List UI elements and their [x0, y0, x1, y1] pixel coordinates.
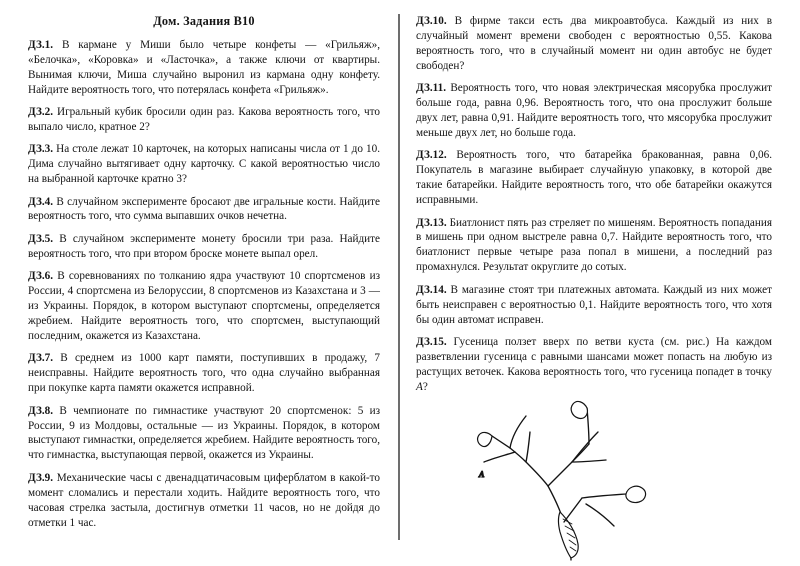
branch-right-upper-twig: [572, 432, 598, 462]
problem-text: В случайном эксперименте монету бросили три раза. Найдите вероятность того, что при втором броске монете выпал орел.: [28, 232, 381, 260]
problem-dz5: [28, 232, 380, 262]
problem-text: На столе лежат 10 карточек, на которых написаны числа от 1 до 10. Дима случайно вытягивает одну карточку. С какой вероятностью число на выбранной карточке кратно 3?: [28, 143, 380, 186]
problem-text: Биатлонист пять раз стреляет по мишеням. Вероятность попадания в мишень при одном выстреле равна 0,7. Найдите вероятность того, что биатлонист первые четыре раза попал в мишени, а последний раз промахнулся. Результат округлите до сотых.: [416, 216, 772, 274]
problem-dz3: [28, 142, 380, 187]
problem-dz13: [416, 216, 772, 276]
right-column: [416, 14, 772, 395]
problem-text-end: ?: [422, 380, 428, 393]
problem-dz6: [28, 269, 380, 344]
problem-text: В фирме такси есть два микроавтобуса. Каждый из них в случайный момент времени свободен с вероятностью 0,55. Какова вероятность того, что в случайный момент ни один автобус не будет свободен?: [416, 15, 772, 72]
problem-dz7: [28, 351, 380, 396]
problem-number: ДЗ.8.: [28, 404, 54, 417]
problem-number: ДЗ.4.: [28, 195, 54, 208]
problem-text: В чемпионате по гимнастике участвуют 20 спортсменок: 5 из России, 9 из Молдовы, остальные — из Украины. Порядок, в котором выступают гимнастки, определяется жребием. Найдите вероятность того, что гимнастка, выступающая первой, окажется из Украины.: [28, 404, 380, 462]
problem-dz12: [416, 148, 772, 208]
leaf-icon-left: [478, 432, 492, 446]
problem-dz10: [416, 14, 772, 74]
problem-text: Вероятность того, что новая электрическая мясорубка прослужит больше года, равна 0,96. Вероятность того, что она прослужит больше двух лет, равна 0,91. Найдите вероятность того, что мясорубка прослужит меньше двух лет, но больше года.: [416, 82, 772, 139]
branch-lower-right-horizontal: [582, 494, 626, 498]
branch-to-point-a: [484, 452, 515, 462]
problem-number: ДЗ.7.: [28, 352, 54, 365]
problem-point-label: A: [416, 380, 423, 393]
problem-dz2: [28, 105, 380, 135]
problem-number: ДЗ.11.: [416, 82, 447, 95]
branch-left-upper-twig: [526, 432, 530, 462]
problem-text: Вероятность того, что батарейка бракованная, равна 0,06. Покупатель в магазине выбирает случайную упаковку, в которой две такие батарейки. Найдите вероятность того, что обе батарейки окажутся исправными.: [416, 149, 772, 207]
problem-text: В магазине стоят три платежных автомата. Каждый из них может быть неисправен с вероятностью 0,1. Найдите вероятность того, что хотя бы один автомат исправен.: [416, 283, 772, 326]
problem-number: ДЗ.9.: [28, 471, 54, 484]
problem-dz1: [28, 38, 380, 98]
branch-left-tip-twig: [510, 416, 526, 448]
problem-text: Игральный кубик бросили один раз. Какова вероятность того, что выпало число, кратное 2?: [28, 105, 381, 133]
problem-number: ДЗ.1.: [28, 38, 54, 51]
branch-lower-right: [564, 498, 582, 522]
problem-number: ДЗ.3.: [28, 143, 54, 156]
problem-dz9: [28, 471, 380, 531]
problem-dz4: [28, 195, 380, 225]
point-a-label: A: [479, 470, 484, 479]
problem-text: Механические часы с двенадцатичасовым циферблатом в какой-то момент сломались и перестали ходить. Найдите вероятность того, что часовая стрелка застыла, достигнув отметки 11 часов, но не дойдя до отметки 1 час.: [28, 471, 380, 529]
branch-left-leaf-stem: [492, 436, 510, 448]
problem-number: ДЗ.14.: [416, 283, 447, 296]
bush-diagram-svg: [468, 382, 698, 564]
problem-text: В кармане у Миши было четыре конфеты — «Грильяж», «Белочка», «Коровка» и «Ласточка», а также ключи от квартиры. Вынимая ключи, Миша случайно выронил из кармана одну конфету. Найдите вероятность того, что потерялась конфета «Грильяж».: [28, 38, 380, 96]
left-column: [28, 14, 380, 530]
problem-text: В соревнованиях по толканию ядра участвуют 10 спортсменов из России, 4 спортсмена из Белоруссии, 8 спортсменов из Казахстана и 3 — из Украины. Порядок, в котором выступают спортсмены, определяется жребием. Найдите вероятность того, что спортсмен, выступающий последним, окажется из Казахстана.: [28, 270, 380, 342]
branch-right-horizontal-twig: [572, 460, 606, 462]
problem-text: В случайном эксперименте бросают две игральные кости. Найдите вероятность того, что сумма выпавших очков нечетна.: [28, 195, 381, 223]
branch-right-main: [548, 444, 589, 486]
problem-number: ДЗ.2.: [28, 105, 54, 118]
leaf-icon-top: [571, 401, 587, 418]
problem-number: ДЗ.13.: [416, 216, 447, 229]
problem-dz8: [28, 404, 380, 464]
problem-dz14: [416, 283, 772, 328]
column-divider: [398, 14, 400, 540]
branch-lower-right-down-twig: [586, 504, 614, 526]
problem-number: ДЗ.12.: [416, 149, 447, 162]
caterpillar-icon: [559, 512, 579, 558]
page-title: Дом. Задания B10: [153, 14, 255, 28]
problem-number: ДЗ.6.: [28, 270, 54, 283]
leaf-icon-right: [626, 486, 646, 502]
problem-text: В среднем из 1000 карт памяти, поступивших в продажу, 7 неисправны. Найдите вероятность того, что одна случайно выбранная при покупке карта памяти окажется исправной.: [28, 352, 380, 395]
bush-branch-diagram: [468, 382, 698, 564]
problem-text: Гусеница ползет вверх по ветви куста (см. рис.) На каждом разветвлении гусеница с равными шансами может попасть на любую из растущих веточек. Какова вероятность того, что гусеница попадет в точку: [416, 336, 772, 378]
problem-number: ДЗ.10.: [416, 15, 447, 27]
branch-left-main: [510, 448, 548, 486]
problem-dz11: [416, 81, 772, 141]
problem-number: ДЗ.5.: [28, 232, 54, 245]
problem-number: ДЗ.15.: [416, 336, 447, 349]
